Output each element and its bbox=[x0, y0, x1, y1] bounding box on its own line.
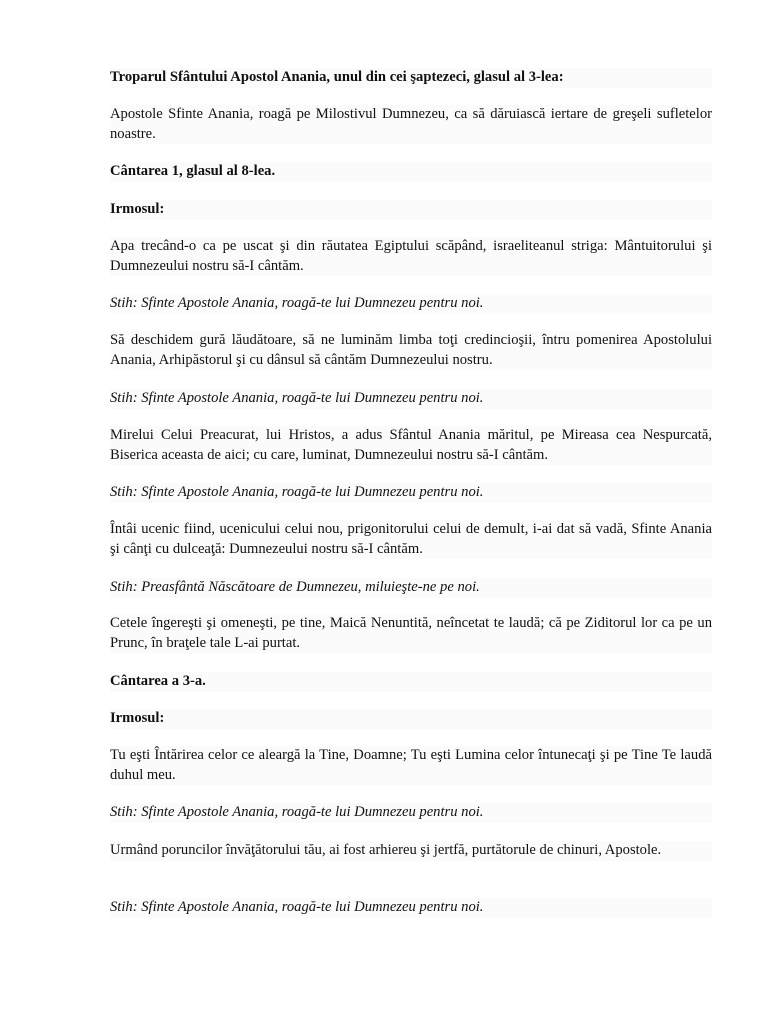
ode1-theotokion: Cetele îngereşti şi omeneşti, pe tine, Maică Nenuntită, neîncetat te laudă; că pe Ziditorul lor ca pe un Prunc, în braţele tale L-ai purtat. bbox=[110, 614, 712, 653]
ode1-heading: Cântarea 1, glasul al 8-lea. bbox=[110, 162, 712, 182]
ode1-troparion-2: Mirelui Celui Preacurat, lui Hristos, a adus Sfântul Anania măritul, pe Mireasa cea Nespurcată, Biserica aceasta de aici; cu care, luminat, Dumnezeului nostru să-I cântăm. bbox=[110, 426, 712, 465]
ode1-stih-2: Stih: Sfinte Apostole Anania, roagă-te lui Dumnezeu pentru noi. bbox=[110, 389, 712, 409]
ode1-irmos-label: Irmosul: bbox=[110, 200, 712, 220]
ode3-troparion-1: Urmând poruncilor învăţătorului tău, ai fost arhiereu şi jertfă, purtătorule de chinuri, Apostole. bbox=[110, 841, 712, 861]
ode3-stih-1: Stih: Sfinte Apostole Anania, roagă-te lui Dumnezeu pentru noi. bbox=[110, 803, 712, 823]
ode1-stih-1: Stih: Sfinte Apostole Anania, roagă-te lui Dumnezeu pentru noi. bbox=[110, 294, 712, 314]
ode3-stih-2: Stih: Sfinte Apostole Anania, roagă-te lui Dumnezeu pentru noi. bbox=[110, 898, 712, 918]
ode3-irmos-text: Tu eşti Întărirea celor ce aleargă la Tine, Doamne; Tu eşti Lumina celor întunecaţi şi pe Tine Te laudă duhul meu. bbox=[110, 746, 712, 785]
ode1-stih-3: Stih: Sfinte Apostole Anania, roagă-te lui Dumnezeu pentru noi. bbox=[110, 483, 712, 503]
ode1-troparion-1: Să deschidem gură lăudătoare, să ne luminăm limba toţi credincioşii, întru pomenirea Apostolului Anania, Arhipăstorul şi cu dânsul să cântăm Dumnezeului nostru. bbox=[110, 331, 712, 370]
ode1-stih-4: Stih: Preasfântă Născătoare de Dumnezeu, miluieşte-ne pe noi. bbox=[110, 578, 712, 598]
ode3-heading: Cântarea a 3-a. bbox=[110, 672, 712, 692]
troparion-title: Troparul Sfântului Apostol Anania, unul din cei şaptezeci, glasul al 3-lea: bbox=[110, 68, 712, 88]
troparion-text: Apostole Sfinte Anania, roagă pe Milostivul Dumnezeu, ca să dăruiască iertare de greşeli sufletelor noastre. bbox=[110, 105, 712, 144]
ode3-irmos-label: Irmosul: bbox=[110, 709, 712, 729]
ode1-troparion-3: Întâi ucenic fiind, ucenicului celui nou, prigonitorului celui de demult, i-ai dat să vadă, Sfinte Anania şi cânţi cu dulceaţă: Dumnezeului nostru să-I cântăm. bbox=[110, 520, 712, 559]
ode1-irmos-text: Apa trecând-o ca pe uscat şi din răutatea Egiptului scăpând, israeliteanul striga: Mântuitorului şi Dumnezeului nostru să-I cântăm. bbox=[110, 237, 712, 276]
